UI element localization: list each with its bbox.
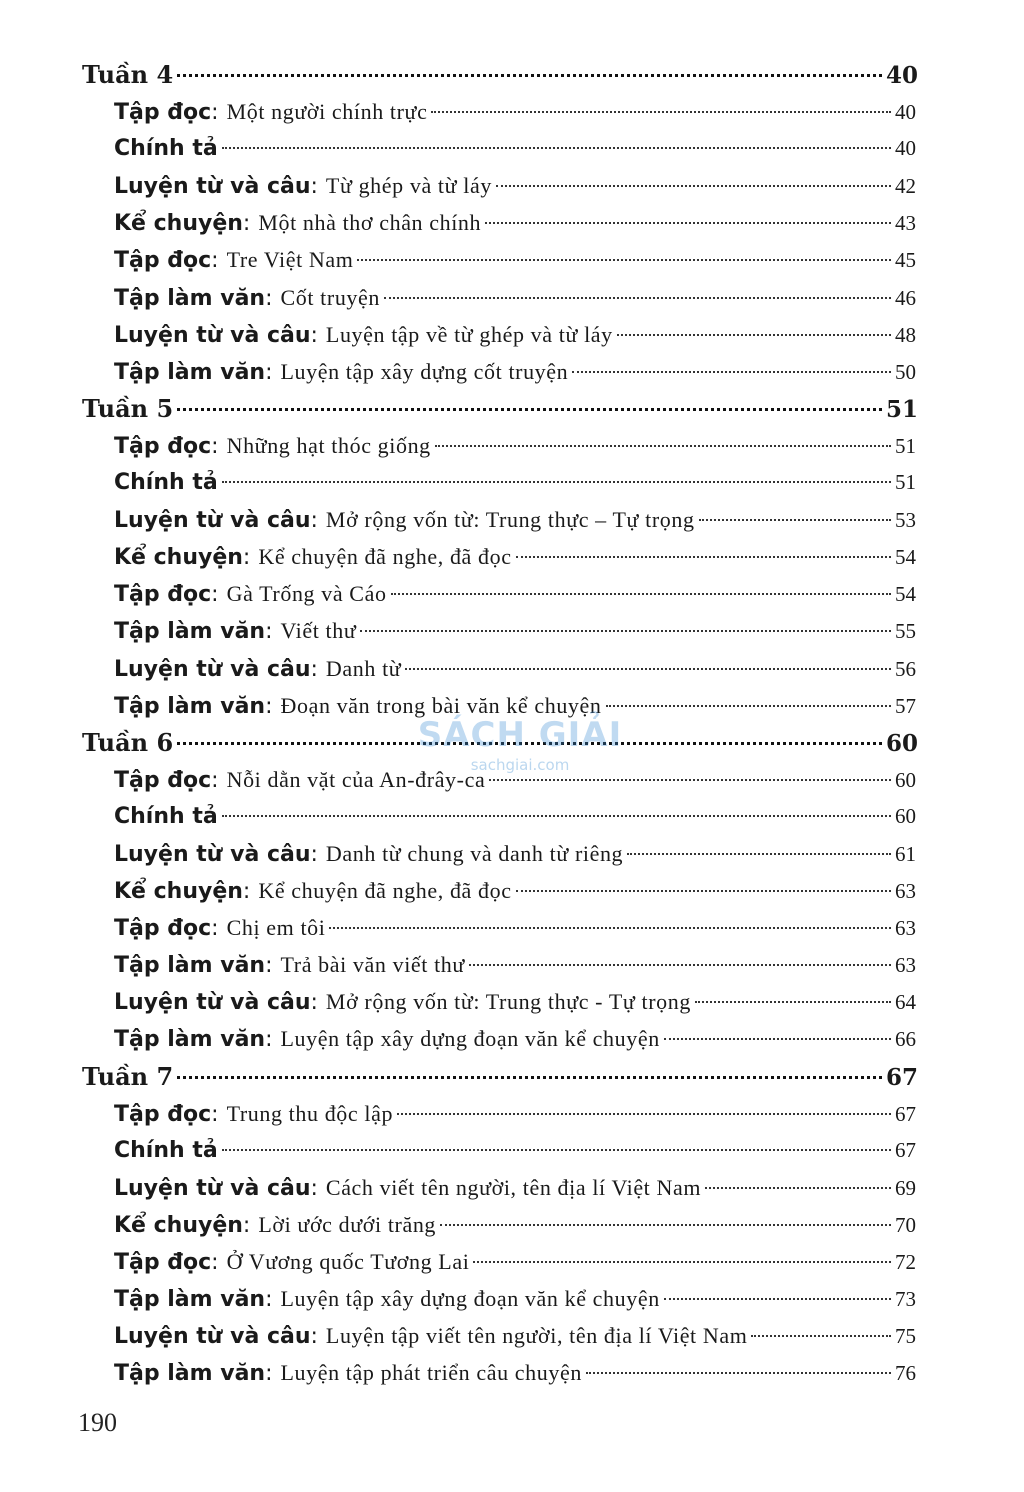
toc-entry-row[interactable] (0, 427, 1024, 464)
entry-separator: : (242, 1212, 251, 1238)
toc-week-row[interactable] (0, 390, 1024, 427)
week-page: 51 (885, 395, 918, 423)
entry-title: Trung thu độc lập (226, 1100, 394, 1126)
entry-page: 51 (895, 470, 916, 495)
toc-entry-row[interactable] (0, 612, 1024, 649)
week-title: Tuần 7 (82, 1061, 174, 1091)
entry-category: Luyện từ và câu (114, 990, 311, 1016)
entry-page: 67 (895, 1101, 916, 1126)
toc-entry-row[interactable] (0, 1280, 1024, 1317)
entry-page: 54 (895, 545, 916, 570)
entry-title: Danh từ chung và danh từ riêng (325, 840, 624, 866)
entry-separator: : (211, 1101, 219, 1127)
entry-separator: : (211, 582, 219, 608)
entry-separator: : (211, 767, 219, 793)
entry-separator: : (211, 100, 219, 126)
entry-page: 60 (895, 803, 916, 828)
entry-separator: : (310, 990, 318, 1016)
week-page: 67 (885, 1063, 918, 1091)
entry-separator: : (310, 656, 318, 682)
entry-title: Luyện tập xây dựng đoạn văn kể chuyện (280, 1286, 660, 1312)
toc-entry-row[interactable] (0, 167, 1024, 204)
entry-category: Tập đọc (114, 248, 212, 274)
toc-entry-row[interactable] (0, 575, 1024, 612)
toc-entry-row[interactable] (0, 946, 1024, 983)
dot-leader (516, 890, 891, 892)
entry-title: Một người chính trực (226, 99, 428, 125)
dot-leader (222, 1149, 891, 1151)
entry-category: Tập làm văn (114, 359, 266, 385)
entry-page: 40 (895, 136, 916, 161)
entry-category: Tập đọc (114, 1101, 212, 1127)
entry-separator: : (265, 1361, 273, 1387)
entry-page: 70 (895, 1212, 916, 1237)
toc-entry-row[interactable] (0, 1243, 1024, 1280)
entry-page: 73 (895, 1287, 916, 1312)
entry-separator: : (265, 285, 273, 311)
toc-entry-row[interactable] (0, 93, 1024, 130)
entry-page: 53 (895, 508, 916, 533)
dot-leader (489, 779, 891, 781)
entry-category: Tập đọc (114, 1250, 212, 1275)
toc-entry-row[interactable] (0, 316, 1024, 353)
entry-page: 55 (895, 619, 916, 644)
entry-title: Chị em tôi (226, 915, 326, 941)
entry-separator: : (265, 619, 273, 645)
entry-category: Chính tả (114, 803, 218, 829)
toc-week-row[interactable] (0, 1058, 1024, 1095)
entry-category: Kể chuyện (114, 545, 243, 571)
dot-leader (627, 853, 891, 855)
entry-category: Chính tả (114, 470, 218, 496)
entry-title: Ở Vương quốc Tương Lai (226, 1249, 470, 1274)
entry-title: Đoạn văn trong bài văn kể chuyện (280, 692, 602, 718)
entry-category: Luyện từ và câu (114, 1175, 311, 1201)
dot-leader (664, 1298, 891, 1300)
toc-entry-row[interactable] (0, 501, 1024, 538)
entry-title: Những hạt thóc giống (226, 432, 431, 458)
dot-leader (405, 668, 891, 670)
entry-page: 51 (895, 433, 916, 458)
entry-page: 56 (895, 656, 916, 681)
entry-title: Kể chuyện đã nghe, đã đọc (258, 544, 512, 570)
toc-entry-row[interactable] (0, 650, 1024, 687)
toc-entry-row[interactable] (0, 538, 1024, 575)
page-number: 190 (78, 1408, 117, 1437)
entry-separator: : (265, 1027, 273, 1053)
entry-title: Từ ghép và từ láy (325, 173, 492, 199)
entry-category: Tập làm văn (114, 693, 266, 719)
entry-category: Kể chuyện (114, 879, 243, 905)
toc-entry-row[interactable] (0, 1132, 1024, 1169)
dot-leader (435, 445, 891, 447)
dot-leader (705, 1187, 891, 1189)
entry-page: 50 (895, 359, 916, 384)
dot-leader (391, 593, 891, 595)
entry-title: Mở rộng vốn từ: Trung thực - Tự trọng (325, 989, 691, 1015)
entry-page: 60 (895, 767, 916, 792)
toc-entry-row[interactable] (0, 1354, 1024, 1391)
entry-page: 43 (895, 211, 916, 236)
entry-category: Tập đọc (114, 433, 212, 459)
entry-separator: : (310, 1175, 318, 1201)
entry-category: Tập làm văn (114, 285, 266, 311)
entry-page: 61 (895, 841, 916, 866)
entry-separator: : (211, 248, 219, 274)
dot-leader (664, 1038, 891, 1040)
entry-category: Kể chuyện (114, 211, 243, 237)
week-page: 40 (885, 62, 918, 89)
entry-page: 63 (895, 916, 916, 941)
toc-entry-row[interactable] (0, 279, 1024, 316)
dot-leader (699, 519, 891, 521)
toc-entry-row[interactable] (0, 909, 1024, 946)
entry-page: 63 (895, 879, 916, 904)
entry-category: Tập làm văn (114, 1287, 266, 1313)
toc-entry-row[interactable] (0, 983, 1024, 1020)
entry-category: Tập đọc (114, 916, 212, 942)
entry-separator: : (265, 359, 273, 385)
entry-page: 42 (895, 174, 916, 199)
entry-title: Luyện tập xây dựng đoạn văn kể chuyện (280, 1026, 660, 1052)
dot-leader (516, 556, 891, 558)
entry-separator: : (265, 1287, 273, 1313)
entry-category: Tập đọc (114, 100, 212, 126)
toc-week-row[interactable] (0, 724, 1024, 761)
entry-title: Kể chuyện đã nghe, đã đọc (258, 878, 512, 904)
entry-category: Tập làm văn (114, 1027, 266, 1053)
dot-leader (177, 408, 882, 411)
entry-separator: : (211, 1250, 219, 1275)
dot-leader (606, 705, 892, 707)
dot-leader (329, 927, 891, 929)
dot-leader (695, 1001, 891, 1003)
entry-separator: : (310, 322, 318, 348)
dot-leader (177, 1076, 882, 1079)
toc-entry-row[interactable] (0, 835, 1024, 872)
entry-category: Kể chuyện (114, 1212, 243, 1238)
entry-category: Luyện từ và câu (114, 1324, 311, 1350)
toc-entry-row[interactable] (0, 1206, 1024, 1243)
entry-title: Luyện tập viết tên người, tên địa lí Việt Nam (325, 1323, 748, 1349)
entry-separator: : (310, 174, 318, 200)
entry-separator: : (265, 693, 273, 719)
toc-entry-row[interactable] (0, 1317, 1024, 1354)
week-title: Tuần 6 (82, 727, 174, 757)
entry-category: Luyện từ và câu (114, 656, 311, 682)
entry-separator: : (310, 841, 318, 867)
entry-page: 66 (895, 1027, 916, 1052)
entry-page: 67 (895, 1137, 916, 1162)
entry-page: 63 (895, 953, 916, 978)
entry-separator: : (242, 545, 251, 571)
dot-leader (496, 185, 891, 187)
entry-title: Danh từ (325, 655, 402, 681)
dot-leader (384, 297, 891, 299)
toc-entry-row[interactable] (0, 687, 1024, 724)
entry-separator: : (242, 211, 251, 237)
dot-leader (469, 964, 891, 966)
entry-page: 64 (895, 990, 916, 1015)
entry-category: Luyện từ và câu (114, 841, 311, 867)
entry-separator: : (265, 953, 273, 979)
entry-title: Luyện tập về từ ghép và từ láy (325, 321, 613, 347)
dot-leader (357, 259, 891, 261)
entry-page: 45 (895, 248, 916, 273)
entry-page: 75 (895, 1324, 916, 1349)
week-title: Tuần 4 (82, 60, 174, 89)
entry-page: 46 (895, 285, 916, 310)
dot-leader (485, 222, 891, 224)
toc-entry-row[interactable] (0, 1169, 1024, 1206)
dot-leader (431, 111, 891, 113)
dot-leader (222, 147, 891, 149)
entry-title: Một nhà thơ chân chính (258, 210, 482, 236)
entry-title: Trả bài văn viết thư (280, 952, 465, 978)
entry-title: Nỗi dằn vặt của An-đrây-ca (226, 766, 486, 792)
toc-entry-row[interactable] (0, 1020, 1024, 1057)
entry-title: Lời ước dưới trăng (258, 1211, 437, 1237)
entry-title: Mở rộng vốn từ: Trung thực – Tự trọng (325, 507, 695, 533)
dot-leader (617, 334, 891, 336)
dot-leader (222, 481, 891, 483)
entry-title: Cách viết tên người, tên địa lí Việt Nam (325, 1174, 702, 1200)
entry-page: 69 (895, 1175, 916, 1200)
entry-separator: : (310, 1324, 318, 1350)
entry-category: Luyện từ và câu (114, 508, 311, 534)
table-of-contents (0, 56, 1024, 1391)
dot-leader (397, 1113, 891, 1115)
entry-category: Tập làm văn (114, 619, 266, 645)
watermark-url: sachgiai.com (470, 756, 570, 774)
dot-leader (586, 1372, 891, 1374)
entry-category: Tập làm văn (114, 1361, 266, 1387)
dot-leader (473, 1261, 891, 1263)
entry-title: Luyện tập phát triển câu chuyện (280, 1360, 582, 1386)
toc-entry-row[interactable] (0, 130, 1024, 167)
entry-page: 54 (895, 582, 916, 607)
entry-title: Tre Việt Nam (226, 247, 354, 273)
entry-title: Cốt truyện (280, 284, 380, 310)
entry-page: 72 (895, 1250, 916, 1274)
dot-leader (440, 1224, 891, 1226)
dot-leader (222, 815, 891, 817)
entry-category: Tập đọc (114, 767, 212, 793)
toc-week-row[interactable] (0, 56, 1024, 93)
entry-page: 48 (895, 322, 916, 347)
entry-page: 57 (895, 693, 916, 718)
week-title: Tuần 5 (82, 393, 174, 423)
entry-page: 76 (895, 1361, 916, 1386)
dot-leader (572, 371, 891, 373)
entry-separator: : (310, 508, 318, 534)
entry-category: Luyện từ và câu (114, 174, 311, 200)
week-page: 60 (885, 729, 918, 757)
entry-title: Luyện tập xây dựng cốt truyện (280, 358, 569, 384)
dot-leader (751, 1335, 891, 1337)
entry-category: Chính tả (114, 1137, 218, 1163)
watermark-text: SÁCH GIẢI (417, 715, 623, 755)
entry-category: Tập đọc (114, 582, 212, 608)
entry-category: Chính tả (114, 136, 218, 162)
entry-title: Gà Trống và Cáo (226, 581, 387, 607)
entry-category: Tập làm văn (114, 953, 266, 979)
toc-entry-row[interactable] (0, 241, 1024, 278)
toc-entry-row[interactable] (0, 872, 1024, 909)
entry-page: 40 (895, 100, 916, 125)
entry-category: Luyện từ và câu (114, 322, 311, 348)
toc-entry-row[interactable] (0, 204, 1024, 241)
dot-leader (360, 630, 891, 632)
entry-separator: : (211, 916, 219, 942)
toc-entry-row[interactable] (0, 761, 1024, 798)
entry-title: Viết thư (280, 618, 357, 644)
toc-entry-row[interactable] (0, 464, 1024, 501)
dot-leader (177, 742, 882, 745)
toc-entry-row[interactable] (0, 798, 1024, 835)
toc-entry-row[interactable] (0, 1095, 1024, 1132)
toc-entry-row[interactable] (0, 353, 1024, 390)
dot-leader (177, 74, 882, 77)
entry-separator: : (211, 433, 219, 459)
entry-separator: : (242, 879, 251, 905)
